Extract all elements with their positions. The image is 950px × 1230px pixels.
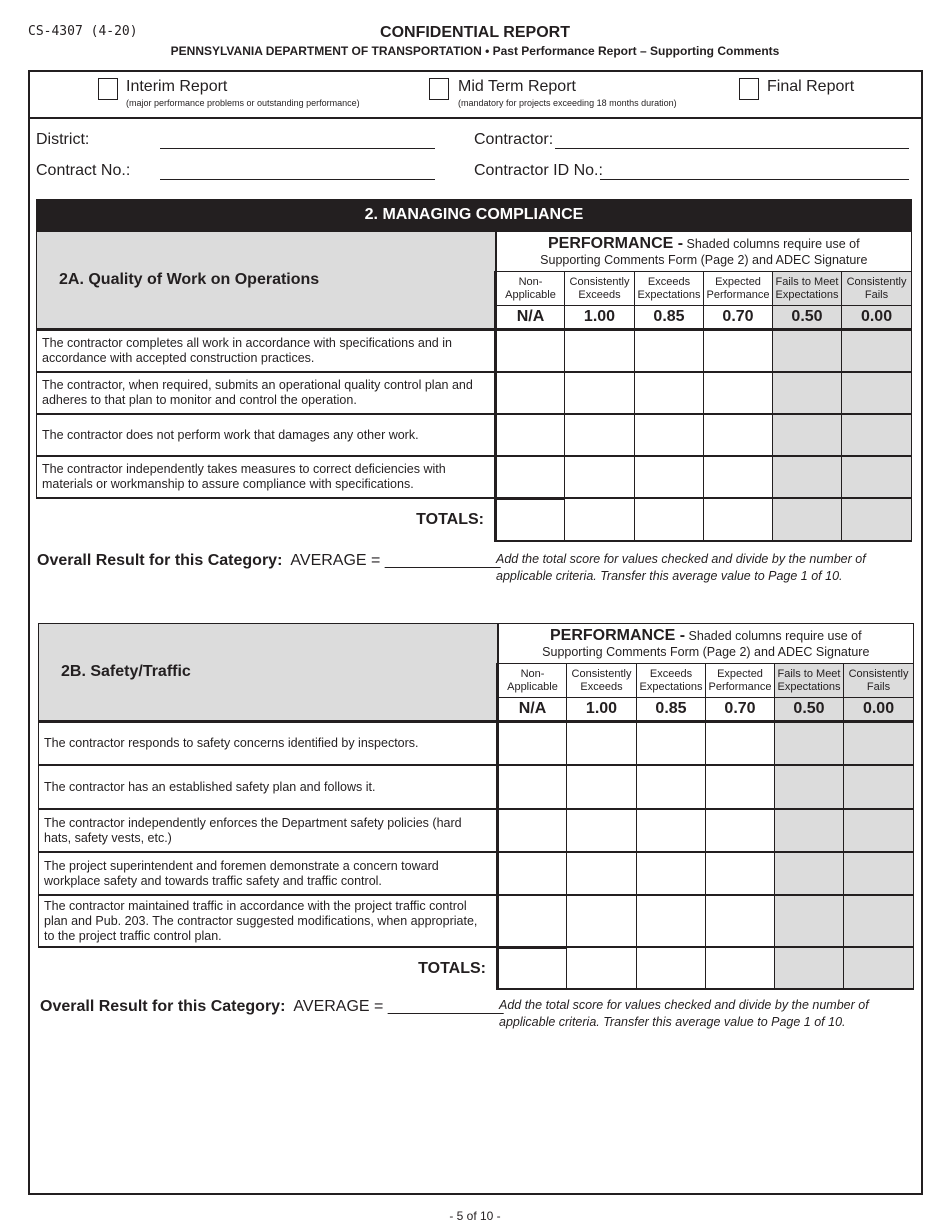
- score-cell[interactable]: [635, 330, 704, 373]
- score-value: 0.50: [773, 306, 842, 330]
- score-value: 0.50: [775, 698, 844, 722]
- score-cell[interactable]: [842, 330, 912, 373]
- table-row: [37, 372, 912, 414]
- score-value: 0.70: [704, 306, 773, 330]
- score-cell[interactable]: [496, 456, 565, 498]
- column-header-line: Expected: [715, 275, 761, 288]
- score-cell[interactable]: [498, 722, 567, 766]
- column-header: [704, 272, 773, 306]
- column-header-line: Consistently: [571, 667, 632, 680]
- score-cell[interactable]: [844, 809, 914, 852]
- total-cell[interactable]: [842, 498, 912, 541]
- score-cell[interactable]: [637, 809, 706, 852]
- score-cell[interactable]: [637, 722, 706, 766]
- column-header-line: Consistently: [846, 275, 907, 288]
- column-header-line: Exceeds: [580, 680, 623, 693]
- column-header: [496, 272, 565, 306]
- score-cell[interactable]: [842, 456, 912, 498]
- contract-no-input[interactable]: [160, 161, 435, 180]
- column-header-line: Consistently: [848, 667, 909, 680]
- form-code: CS-4307 (4-20): [28, 24, 138, 39]
- column-header: [498, 664, 567, 698]
- criteria-text: The contractor independently takes measures to correct deficiencies with materials or workmanship to assure compliance with specifications.: [37, 456, 496, 498]
- score-cell[interactable]: [635, 456, 704, 498]
- total-cell[interactable]: [496, 498, 565, 541]
- score-cell[interactable]: [706, 765, 775, 809]
- table-row: [37, 456, 912, 498]
- section-2b: [38, 623, 914, 990]
- column-header: [844, 664, 914, 698]
- score-cell[interactable]: [775, 809, 844, 852]
- totals-label: TOTALS:: [418, 959, 486, 977]
- score-cell[interactable]: [498, 809, 567, 852]
- score-value: 0.00: [844, 698, 914, 722]
- criteria-text: The contractor completes all work in accordance with specifications and in accordance with accepted construction practices.: [37, 330, 496, 373]
- performance-desc: Shaded columns require use of: [685, 628, 862, 643]
- section-2a: [36, 231, 912, 542]
- score-cell[interactable]: [567, 765, 637, 809]
- overall-label: Overall Result for this Category:: [37, 552, 283, 569]
- column-header: [637, 664, 706, 698]
- contractor-id-input[interactable]: [600, 161, 909, 180]
- score-cell[interactable]: [704, 330, 773, 373]
- column-header-line: Non-: [518, 275, 543, 288]
- section-heading: 2A. Quality of Work on Operations: [37, 232, 496, 330]
- score-cell[interactable]: [496, 414, 565, 456]
- table-row: [39, 809, 914, 852]
- score-cell[interactable]: [775, 765, 844, 809]
- column-header: [775, 664, 844, 698]
- column-header: [565, 272, 635, 306]
- page-subtitle: PENNSYLVANIA DEPARTMENT OF TRANSPORTATION • Past Performance Report – Supporting Comments: [170, 44, 780, 58]
- column-header-line: Fails to Meet: [777, 667, 841, 680]
- criteria-text: The contractor has an established safety plan and follows it.: [39, 765, 498, 809]
- final-report-label: Final Report: [767, 78, 855, 95]
- column-header: [706, 664, 775, 698]
- score-value: 0.00: [842, 306, 912, 330]
- criteria-text: The contractor, when required, submits an operational quality control plan and adheres to that plan to monitor and control the operation.: [37, 372, 496, 414]
- total-cell[interactable]: [706, 947, 775, 989]
- score-cell[interactable]: [567, 809, 637, 852]
- contractor-label: Contractor:: [474, 131, 554, 148]
- report-type-row: [28, 70, 921, 119]
- score-cell[interactable]: [567, 895, 637, 947]
- totals-label: TOTALS:: [416, 511, 484, 528]
- overall-result-2b: [40, 998, 504, 1016]
- totals-row: [39, 947, 914, 989]
- interim-report-label: Interim Report: [126, 78, 228, 95]
- score-cell[interactable]: [496, 330, 565, 373]
- score-cell[interactable]: [842, 414, 912, 456]
- performance-header: [496, 232, 912, 272]
- score-cell[interactable]: [567, 722, 637, 766]
- interim-report-note: (major performance problems or outstanding performance): [126, 98, 360, 108]
- score-cell[interactable]: [775, 722, 844, 766]
- total-cell[interactable]: [637, 947, 706, 989]
- total-cell[interactable]: [844, 947, 914, 989]
- total-cell[interactable]: [498, 947, 567, 989]
- column-header-line: Applicable: [505, 288, 556, 301]
- average-field[interactable]: AVERAGE = _____________: [290, 552, 501, 569]
- score-cell[interactable]: [704, 456, 773, 498]
- contract-no-label: Contract No.:: [36, 162, 131, 179]
- performance-header: [498, 624, 914, 664]
- score-value: 0.70: [706, 698, 775, 722]
- column-header-line: Expectations: [777, 680, 841, 693]
- score-cell[interactable]: [844, 722, 914, 766]
- column-header-line: Expectations: [637, 288, 701, 301]
- score-cell[interactable]: [637, 765, 706, 809]
- total-cell[interactable]: [635, 498, 704, 541]
- column-header-line: Consistently: [569, 275, 630, 288]
- column-header-line: Expectations: [639, 680, 703, 693]
- score-cell[interactable]: [565, 330, 635, 373]
- average-note-2b: Add the total score for values checked and divide by the number of applicable criteria. Transfer this average value to Page 1 of 10.: [499, 998, 869, 1029]
- table-row: [39, 722, 914, 766]
- score-cell[interactable]: [565, 456, 635, 498]
- criteria-text: The contractor does not perform work that damages any other work.: [37, 414, 496, 456]
- score-cell[interactable]: [773, 372, 842, 414]
- total-cell[interactable]: [704, 498, 773, 541]
- average-note-2a: Add the total score for values checked and divide by the number of applicable criteria. Transfer this average value to Page 1 of 10.: [496, 552, 866, 583]
- section-title: 2. MANAGING COMPLIANCE: [36, 199, 912, 231]
- score-cell[interactable]: [498, 765, 567, 809]
- score-cell[interactable]: [842, 372, 912, 414]
- score-cell[interactable]: [567, 852, 637, 895]
- score-cell[interactable]: [773, 330, 842, 373]
- total-cell[interactable]: [775, 947, 844, 989]
- mid-term-report-label: Mid Term Report: [458, 78, 576, 95]
- average-field[interactable]: AVERAGE = _____________: [293, 998, 504, 1015]
- column-header: [567, 664, 637, 698]
- mid-term-report-note: (mandatory for projects exceeding 18 months duration): [458, 98, 677, 108]
- score-cell[interactable]: [496, 372, 565, 414]
- table-row: [39, 765, 914, 809]
- criteria-text: The contractor maintained traffic in accordance with the project traffic control plan and Pub. 203. The contractor suggested modifications, when appropriate, to the project traffic control plan.: [39, 895, 498, 947]
- column-header: [635, 272, 704, 306]
- column-header-line: Exceeds: [578, 288, 621, 301]
- score-cell[interactable]: [498, 895, 567, 947]
- score-cell[interactable]: [565, 414, 635, 456]
- district-label: District:: [36, 131, 90, 148]
- score-value: 1.00: [567, 698, 637, 722]
- total-cell[interactable]: [773, 498, 842, 541]
- column-header-line: Applicable: [507, 680, 558, 693]
- contractor-input[interactable]: [555, 130, 909, 149]
- column-header-line: Performance: [708, 680, 772, 693]
- district-input[interactable]: [160, 130, 435, 149]
- column-header-line: Expected: [717, 667, 763, 680]
- overall-label: Overall Result for this Category:: [40, 998, 286, 1015]
- criteria-text: The contractor responds to safety concerns identified by inspectors.: [39, 722, 498, 766]
- totals-row: [37, 498, 912, 541]
- score-cell[interactable]: [773, 456, 842, 498]
- criteria-text: The project superintendent and foremen demonstrate a concern toward workplace safety and towards traffic safety and traffic control.: [39, 852, 498, 895]
- section-bar: [36, 199, 912, 231]
- table-row: [37, 330, 912, 373]
- column-header: [842, 272, 912, 306]
- header-row: [39, 624, 914, 664]
- score-cell[interactable]: [637, 852, 706, 895]
- column-header-line: Fails to Meet: [775, 275, 839, 288]
- score-value: N/A: [498, 698, 567, 722]
- total-cell[interactable]: [567, 947, 637, 989]
- performance-title: PERFORMANCE -: [547, 234, 684, 252]
- score-cell[interactable]: [844, 852, 914, 895]
- score-cell[interactable]: [706, 852, 775, 895]
- score-cell[interactable]: [706, 895, 775, 947]
- score-cell[interactable]: [637, 895, 706, 947]
- score-cell[interactable]: [775, 895, 844, 947]
- performance-desc: Supporting Comments Form (Page 2) and ADEC Signature: [540, 252, 868, 267]
- performance-desc: Supporting Comments Form (Page 2) and ADEC Signature: [542, 644, 870, 659]
- criteria-table: [36, 231, 912, 542]
- page-number: - 5 of 10 -: [449, 1209, 501, 1223]
- overall-result-2a: [37, 552, 501, 570]
- table-row: [39, 852, 914, 895]
- criteria-text: The contractor independently enforces the Department safety policies (hard hats, safety vests, etc.): [39, 809, 498, 852]
- score-cell[interactable]: [706, 809, 775, 852]
- performance-desc: Shaded columns require use of: [683, 236, 860, 251]
- performance-title: PERFORMANCE -: [549, 626, 686, 644]
- score-value: 1.00: [565, 306, 635, 330]
- score-cell[interactable]: [844, 765, 914, 809]
- score-cell[interactable]: [844, 895, 914, 947]
- score-cell[interactable]: [775, 852, 844, 895]
- score-cell[interactable]: [565, 372, 635, 414]
- column-header-line: Non-: [520, 667, 545, 680]
- score-cell[interactable]: [706, 722, 775, 766]
- final-report-checkbox[interactable]: [739, 78, 759, 100]
- score-cell[interactable]: [498, 852, 567, 895]
- column-header-line: Fails: [864, 288, 889, 301]
- score-cell[interactable]: [704, 414, 773, 456]
- column-header-line: Expectations: [775, 288, 839, 301]
- column-header-line: Exceeds: [649, 667, 693, 680]
- page-title: CONFIDENTIAL REPORT: [380, 24, 570, 41]
- criteria-table: [38, 623, 914, 990]
- score-value: N/A: [496, 306, 565, 330]
- header-row: [37, 232, 912, 272]
- mid-term-report-checkbox[interactable]: [429, 78, 449, 100]
- column-header-line: Performance: [706, 288, 770, 301]
- section-heading: 2B. Safety/Traffic: [39, 624, 498, 722]
- score-cell[interactable]: [773, 414, 842, 456]
- contractor-id-label: Contractor ID No.:: [474, 162, 603, 179]
- score-cell[interactable]: [704, 372, 773, 414]
- score-value: 0.85: [637, 698, 706, 722]
- interim-report-checkbox[interactable]: [98, 78, 118, 100]
- score-cell[interactable]: [635, 372, 704, 414]
- column-header: [773, 272, 842, 306]
- column-header-line: Exceeds: [647, 275, 691, 288]
- score-cell[interactable]: [635, 414, 704, 456]
- score-value: 0.85: [635, 306, 704, 330]
- column-header-line: Fails: [866, 680, 891, 693]
- table-row: [37, 414, 912, 456]
- table-row: [39, 895, 914, 947]
- total-cell[interactable]: [565, 498, 635, 541]
